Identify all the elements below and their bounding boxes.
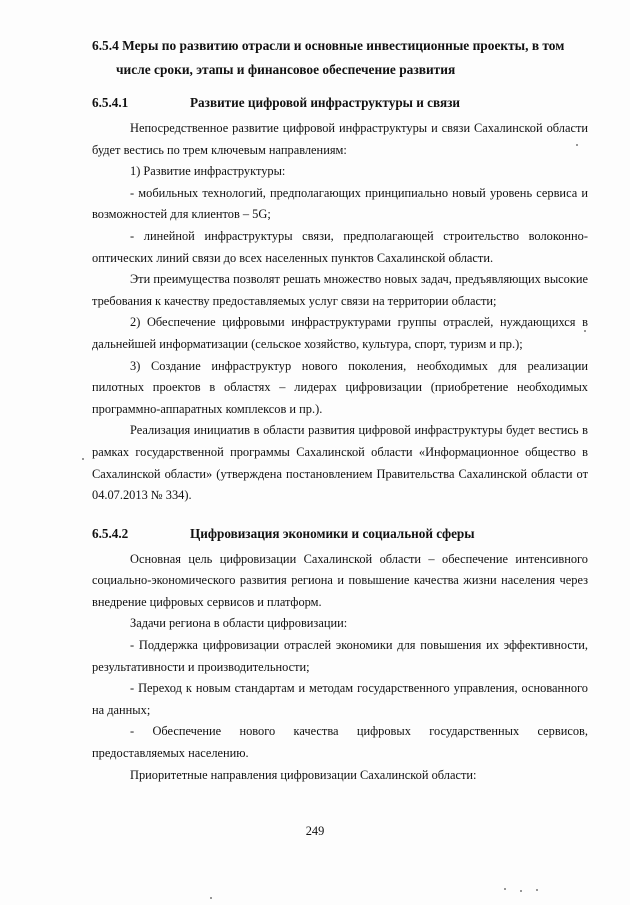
paragraph: Эти преимущества позволят решать множество новых задач, предъявляющих высокие требования к качеству предоставляемых услуг связи на территории области; bbox=[92, 272, 588, 308]
paragraph: Приоритетные направления цифровизации Сахалинской области: bbox=[130, 767, 477, 782]
spacer bbox=[92, 507, 588, 515]
subsection-title: Развитие цифровой инфраструктуры и связи bbox=[190, 95, 460, 110]
subsection-heading-2 bbox=[92, 523, 588, 545]
list-item: - мобильных технологий, предполагающих принципиально новый уровень сервиса и возможностей для клиентов – 5G; bbox=[92, 185, 588, 222]
scan-speck bbox=[576, 144, 578, 146]
list-item: - Переход к новым стандартам и методам государственного управления, основанного на данных; bbox=[92, 681, 588, 717]
subsection-heading-1 bbox=[92, 92, 588, 114]
page-number: 249 bbox=[305, 824, 325, 838]
scan-speck bbox=[584, 330, 586, 332]
section-heading-line2: числе сроки, этапы и финансовое обеспечение развития bbox=[116, 62, 456, 77]
subsection-number: 6.5.4.2 bbox=[92, 525, 129, 541]
scan-speck bbox=[536, 889, 538, 891]
list-item: - Обеспечение нового качества цифровых государственных сервисов, предоставляемых населению. bbox=[92, 724, 588, 761]
scan-speck bbox=[210, 897, 212, 899]
paragraph: Реализация инициатив в области развития цифровой инфраструктуры будет вестись в рамках государственной программы Сахалинской области «Информационное общество в Сахалинской области» (утверждена постановлением Правительства Сахалинской области от 04.07.2013 № 334). bbox=[92, 423, 588, 503]
scan-speck bbox=[504, 888, 506, 890]
subsection-title: Цифровизация экономики и социальной сферы bbox=[190, 525, 475, 541]
paragraph: Непосредственное развитие цифровой инфраструктуры и связи Сахалинской области будет вестись по трем ключевым направлениям: bbox=[92, 121, 588, 157]
subsection-number: 6.5.4.1 bbox=[92, 95, 129, 110]
section-heading-line1: 6.5.4 Меры по развитию отрасли и основные инвестиционные проекты, в том bbox=[92, 38, 565, 53]
list-item: - линейной инфраструктуры связи, предполагающей строительство волоконно-оптических линий связи до всех населенных пунктов Сахалинской области. bbox=[92, 228, 588, 265]
paragraph: Основная цель цифровизации Сахалинской области – обеспечение интенсивного социально-экономического развития региона и повышение качества жизни населения через внедрение цифровых сервисов и платформ. bbox=[92, 551, 588, 609]
list-item: 1) Развитие инфраструктуры: bbox=[130, 164, 286, 179]
list-item: 3) Создание инфраструктур нового поколения, необходимых для реализации пилотных проектов в областях – лидерах цифровизации (приобретение необходимых программно-аппаратных комплексов и пр.). bbox=[92, 358, 588, 416]
section-heading bbox=[92, 34, 588, 82]
page-content bbox=[92, 34, 588, 786]
list-item: 2) Обеспечение цифровыми инфраструктурами группы отраслей, нуждающихся в дальнейшей информатизации (сельское хозяйство, культура, спорт, туризм и пр.); bbox=[92, 315, 588, 351]
paragraph: Задачи региона в области цифровизации: bbox=[130, 616, 348, 631]
scan-speck bbox=[520, 890, 522, 892]
scan-speck bbox=[82, 458, 84, 460]
list-item: - Поддержка цифровизации отраслей экономики для повышения их эффективности, результативности и производительности; bbox=[92, 638, 588, 674]
